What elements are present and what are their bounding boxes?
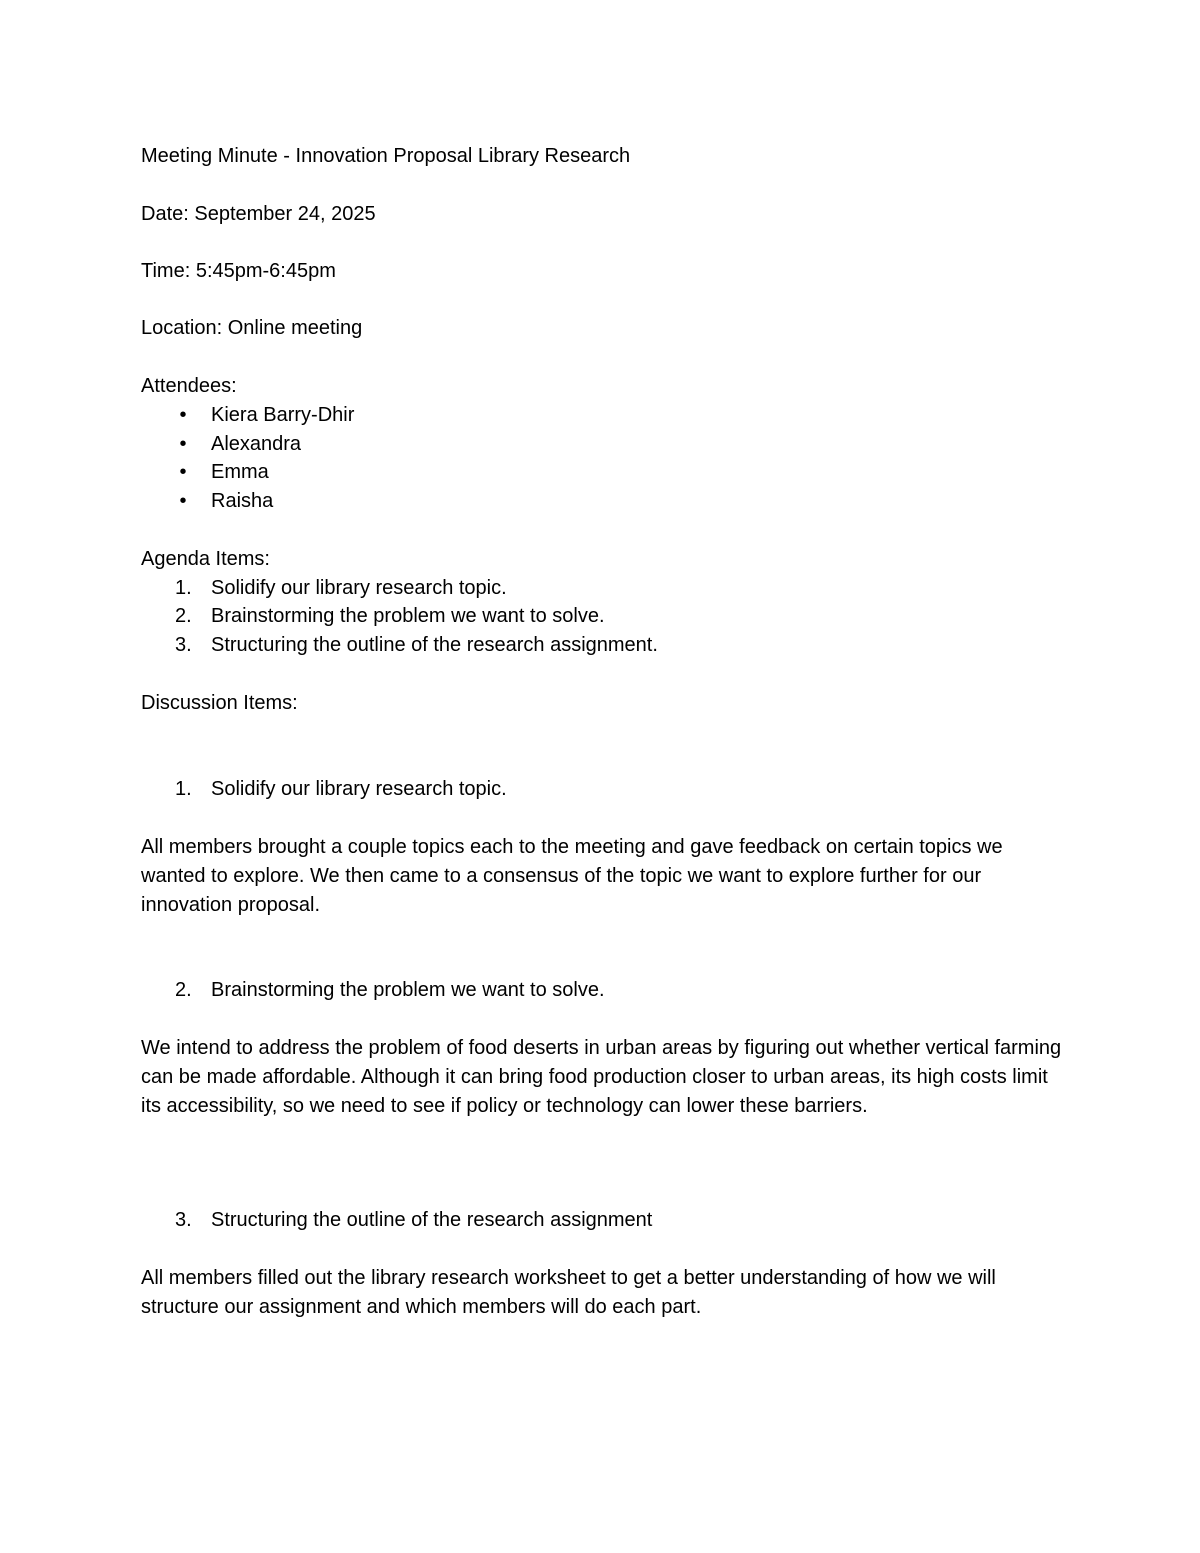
document-title: Meeting Minute - Innovation Proposal Library Research [141,145,631,167]
meeting-location: Location: Online meeting [141,317,363,339]
agenda-item-number: 1. [175,577,192,599]
discussion-section-body: All members filled out the library research worksheet to get a better understanding of how we will structure our assignment and which members will do each part. [141,1267,996,1319]
discussion-item-number: 1. [175,778,192,800]
agenda-item-number: 3. [175,634,192,656]
discussion-section-body: We intend to address the problem of food deserts in urban areas by figuring out whether vertical farming can be made affordable. Although it can bring food production closer to urban areas, its high costs limit its accessibility, so we need to see if policy or technology can lower these barriers. [141,1037,1062,1118]
discussion-item-number: 3. [175,1209,192,1231]
attendees-heading: Attendees: [141,375,237,397]
bullet-icon: • [179,490,187,512]
attendee-name: Alexandra [211,433,302,455]
discussion-item-number: 2. [175,979,192,1001]
discussion-item-title: Structuring the outline of the research assignment [211,1209,653,1231]
discussion-item-title: Brainstorming the problem we want to solve. [211,979,605,1001]
discussion-item-title: Solidify our library research topic. [211,778,507,800]
attendee-name: Raisha [211,490,274,512]
bullet-icon: • [179,433,187,455]
meeting-time: Time: 5:45pm-6:45pm [141,260,336,282]
discussion-heading: Discussion Items: [141,692,298,714]
agenda-item-text: Structuring the outline of the research assignment. [211,634,658,656]
agenda-item-number: 2. [175,605,192,627]
meeting-date: Date: September 24, 2025 [141,203,376,225]
agenda-heading: Agenda Items: [141,548,270,570]
discussion-section-body: All members brought a couple topics each to the meeting and gave feedback on certain topics we wanted to explore. We then came to a consensus of the topic we want to explore further for our innovation proposal. [141,836,1003,917]
agenda-item-text: Solidify our library research topic. [211,577,507,599]
bullet-icon: • [179,461,187,483]
attendee-name: Emma [211,461,269,483]
attendee-name: Kiera Barry-Dhir [211,404,355,426]
bullet-icon: • [179,404,187,426]
agenda-item-text: Brainstorming the problem we want to solve. [211,605,605,627]
